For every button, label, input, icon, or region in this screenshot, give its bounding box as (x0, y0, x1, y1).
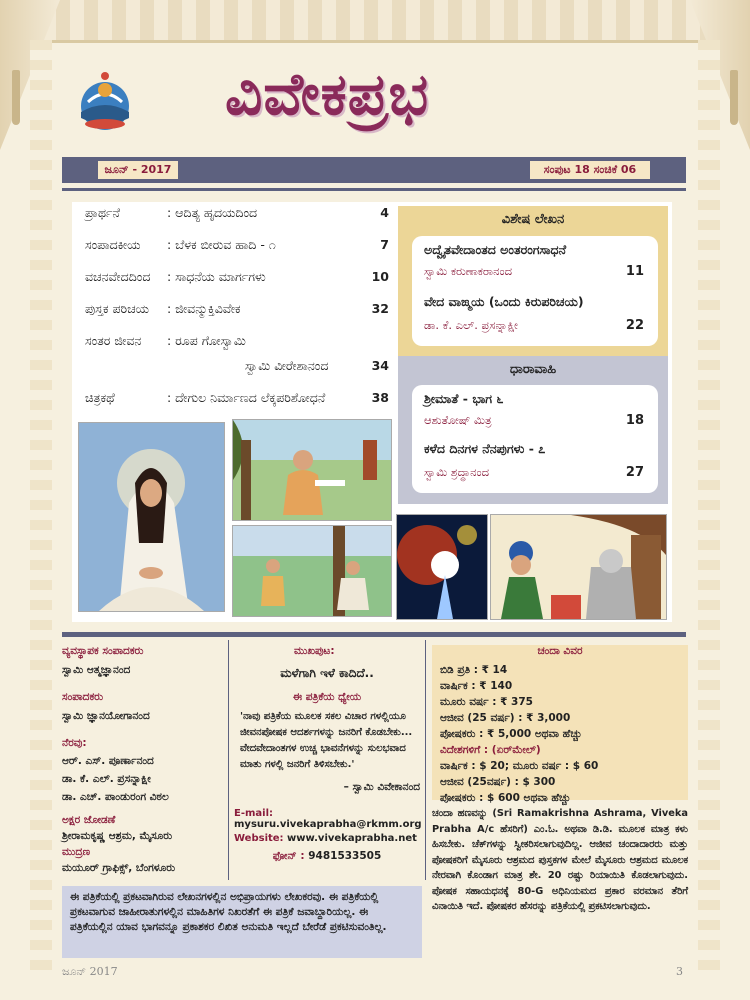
article-author: ಡಾ. ಕೆ. ಎಲ್. ಪ್ರಸನ್ನಾಕ್ಷೀ (424, 318, 518, 332)
tassel-right (730, 70, 738, 125)
band-underline (62, 188, 686, 191)
toc-row[interactable] (75, 358, 395, 381)
tassel-left (12, 70, 20, 125)
toc-row[interactable] (75, 205, 395, 228)
article-page: 18 (625, 413, 644, 428)
toc-row[interactable] (75, 333, 395, 356)
toc-category: ಚಿತ್ರಕಥೆ (85, 390, 115, 405)
toc-page: 34 (371, 358, 389, 373)
article-title[interactable]: ಅದ್ವೈತವೇದಾಂತದ ಅಂತರಂಗಸಾಧನೆ (424, 242, 567, 257)
toc-author: ಸ್ವಾಮಿ ವೀರೇಶಾನಂದ (245, 358, 329, 373)
email-link[interactable]: mysuru.vivekaprabha@rkmm.org (234, 819, 422, 830)
print-value: ಮಯೂರ್ ಗ್ರಾಫಿಕ್ಸ್, ಬೆಂಗಳೂರು (62, 862, 176, 874)
editor-name: ಸ್ವಾಮಿ ಜ್ಞಾನಯೋಗಾನಂದ (62, 710, 150, 722)
cover-label: ಮುಖಪುಟ: (294, 645, 335, 657)
saint-writing-illustration (232, 419, 392, 521)
column-rule (425, 640, 426, 880)
article-author: ಸ್ವಾಮಿ ಶ್ರದ್ಧಾನಂದ (424, 465, 489, 479)
table-of-contents (75, 205, 395, 445)
toc-category: ಸಂತರ ಜೀವನ (85, 333, 142, 348)
subscription-line: ಪೋಷಕರು : ₹ 5,000 ಅಥವಾ ಹೆಚ್ಚು (440, 728, 582, 740)
toc-page: 7 (380, 237, 389, 252)
goal-label: ಈ ಪತ್ರಿಕೆಯ ಧ್ಯೇಯ (292, 691, 362, 703)
toc-row[interactable] (75, 301, 395, 324)
toc-title: : ಆದಿತ್ಯ ಹೃದಯದಿಂದ (167, 205, 258, 220)
page-number: 3 (676, 965, 683, 978)
footer-month: ಜೂನ್ 2017 (62, 965, 118, 978)
toc-category: ಪುಸ್ತಕ ಪರಿಚಯ (85, 301, 150, 316)
article-page: 27 (625, 465, 644, 480)
phone-label: ಫೋನ್ : (272, 850, 305, 862)
serial-heading: ಧಾರಾವಾಹಿ (509, 362, 557, 377)
phone-number[interactable]: 9481533505 (308, 850, 382, 862)
toc-page: 10 (371, 269, 389, 284)
subscription-line: ಆಜೀವ (25ವರ್ಷ) : $ 300 (440, 776, 556, 788)
left-side-pattern (30, 40, 52, 980)
toc-title: : ದೇಗುಲ ನಿರ್ಮಾಣದ ಲೆಕ್ಕಪರಿಶೋಧನೆ (167, 390, 326, 405)
special-card (412, 236, 658, 346)
help-label: ನೆರವು: (62, 737, 87, 749)
article-title[interactable]: ವೇದ ವಾಙ್ಮಯ (ಒಂದು ಕಿರುಪರಿಚಯ) (424, 294, 584, 309)
right-side-pattern (698, 40, 720, 980)
article-author: ಆಶುತೋಷ್ ಮಿತ್ರ (424, 413, 492, 427)
toc-page: 32 (371, 301, 389, 316)
top-border-decoration (0, 0, 750, 43)
goal-quote: 'ನಾವು ಪತ್ರಿಕೆಯ ಮೂಲಕ ಸಕಲ ವಿಚಾರ ಗಳಲ್ಲಿಯೂ ಜೀವನಪೋಷಕ ಆದರ್ಶಗಳನ್ನು ಜನರಿಗೆ ಕೊಡಬೇಕು... ವೇದವೇದಾಂತಗಳ ಉಚ್ಚ ಭಾವನೆಗಳನ್ನು ಸುಲಭವಾದ ಮಾತು ಗಳಲ್ಲಿ ಜನರಿಗೆ ತಿಳಿಸಬೇಕು.' (240, 711, 413, 770)
section-divider (62, 632, 686, 637)
website-link[interactable]: www.vivekaprabha.net (287, 833, 417, 844)
website-label: Website: (234, 833, 284, 844)
issue-date: ಜೂನ್ - 2017 (98, 161, 178, 179)
editor-label: ಸಂಪಾದಕರು (62, 691, 104, 703)
helper-name: ಡಾ. ಕೆ. ಎಲ್. ಪ್ರಸನ್ನಾಕ್ಷೀ (62, 773, 151, 785)
disclaimer-notice: ಈ ಪತ್ರಿಕೆಯಲ್ಲಿ ಪ್ರಕಟವಾಗಿರುವ ಲೇಖನಗಳಲ್ಲಿನ ಅಭಿಪ್ರಾಯಗಳು ಲೇಖಕರವು. ಈ ಪತ್ರಿಕೆಯಲ್ಲಿ ಪ್ರಕಟವಾಗುವ ಜಾಹೀರಾತುಗಳಲ್ಲಿನ ಮಾಹಿತಿಗಳ ನಿಖರತೆಗೆ ಈ ಪತ್ರಿಕೆ ಜವಾಬ್ದಾರಿಯಲ್ಲ. ಈ ಪತ್ರಿಕೆಯಲ್ಲಿನ ಯಾವ ಭಾಗವನ್ನೂ ಪ್ರಕಾಶಕರ ಲಿಖಿತ ಅನುಮತಿ ಇಲ್ಲದೆ ಬೇರೆಡೆ ಪ್ರಕಟಿಸುವಂತಿಲ್ಲ. (62, 886, 422, 958)
serial-card (412, 385, 658, 493)
toc-page: 38 (371, 390, 389, 405)
subscription-line: ವಾರ್ಷಿಕ : ₹ 140 (440, 680, 513, 692)
masthead-title: ವಿವೇಕಪ್ರಭ (225, 60, 430, 128)
email-label: E-mail: (234, 808, 274, 819)
temple-ganesha-illustration (490, 514, 667, 620)
managing-editor-name: ಸ್ವಾಮಿ ಆತ್ಮಜ್ಞಾನಂದ (62, 664, 131, 676)
article-page: 11 (625, 264, 644, 279)
column-rule (228, 640, 229, 880)
subscription-line: ವಾರ್ಷಿಕ : $ 20; ಮೂರು ವರ್ಷ : $ 60 (440, 760, 599, 772)
subscription-line: ಮೂರು ವರ್ಷ : ₹ 375 (440, 696, 533, 708)
toc-row[interactable] (75, 390, 395, 413)
managing-editor-label: ವ್ಯವಸ್ಥಾಪಕ ಸಂಪಾದಕರು (62, 645, 144, 657)
typeset-label: ಅಕ್ಷರ ಜೋಡಣೆ (62, 814, 116, 826)
cosmic-light-illustration (396, 514, 488, 620)
article-page: 22 (625, 318, 644, 333)
email-row (234, 808, 420, 830)
article-title[interactable]: ಕಳೆದ ದಿನಗಳ ನೆನಪುಗಳು - ೭ (424, 441, 546, 456)
typeset-value: ಶ್ರೀರಾಮಕೃಷ್ಣ ಆಶ್ರಮ, ಮೈಸೂರು (62, 830, 173, 842)
toc-category: ಪ್ರಾರ್ಥನೆ (85, 205, 120, 220)
toc-category: ವಚನವೇದದಿಂದ (85, 269, 151, 284)
subscription-note: ಚಂದಾ ಹಣವನ್ನು (Sri Ramakrishna Ashrama, Viveka Prabha A/c ಹೆಸರಿಗೆ) ಎಂ.ಓ. ಅಥವಾ ಡಿ.ಡಿ. ಮೂಲಕ ಮಾತ್ರ ಕಳು ಹಿಸಬೇಕು. ಚೆಕ್‌ಗಳನ್ನು ಸ್ವೀಕರಿಸಲಾಗುವುದಿಲ್ಲ. ಆಜೀವ ಚಂದಾದಾರರು ಮತ್ತು ಪೋಷಕರಿಗೆ ಮೈಸೂರು ಆಶ್ರಮದ ಪುಸ್ತಕಗಳ ಮೇಲೆ ಮೈಸೂರು ಆಶ್ರಮದ ಮೂಲಕ ನೇರವಾಗಿ ಕೊಂಡಾಗ ಮಾತ್ರ ಶೇ. 20 ರಷ್ಟು ರಿಯಾಯಿತಿ ಕೊಡಲಾಗುವುದು. ಪೋಷಕ ಸಹಾಯಧನಕ್ಕೆ 80-G ಅಧಿನಿಯಮದ ಪ್ರಕಾರ ವರಮಾನ ತೆರಿಗೆ ವಿನಾಯಿತಿ ಇದೆ. ಪೋಷಕರ ಹೆಸರನ್ನು ಪತ್ರಿಕೆಯಲ್ಲಿ ಪ್ರಕಟಿಸಲಾಗುವುದು. (432, 808, 688, 912)
phone-row (234, 850, 420, 863)
toc-category: ಸಂಪಾದಕೀಯ (85, 237, 141, 252)
cover-column (234, 645, 420, 863)
toc-row[interactable] (75, 269, 395, 292)
holy-mother-portrait (78, 422, 225, 612)
ramakrishna-mission-logo (70, 68, 140, 138)
article-author: ಸ್ವಾಮಿ ಕರುಣಾಕರಾನಂದ (424, 264, 512, 278)
toc-title: : ಸಾಧನೆಯ ಮಾರ್ಗಗಳು (167, 269, 266, 284)
cover-caption: ಮಳೆಗಾಗಿ ಇಳೆ ಕಾದಿದೆ.. (280, 666, 374, 680)
website-row (234, 833, 420, 844)
subscription-column (440, 645, 680, 805)
toc-row[interactable] (75, 237, 395, 260)
toc-title: : ರೂಪ ಗೋಸ್ವಾಮಿ (167, 333, 246, 348)
subscription-heading: ಚಂದಾ ವಿವರ (537, 645, 583, 657)
toc-page: 4 (380, 205, 389, 220)
subscription-line: ವಿದೇಶಗಳಿಗೆ : (ಏರ್‌ಮೇಲ್) (440, 744, 541, 756)
helper-name: ಆರ್. ಎಸ್. ಪೂರ್ಣಾನಂದ (62, 755, 154, 767)
article-title[interactable]: ಶ್ರೀಮಾತೆ - ಭಾಗ ೬ (424, 391, 504, 406)
disciples-illustration (232, 525, 392, 617)
helper-name: ಡಾ. ಎಚ್. ಪಾಂಡುರಂಗ ವಿಠಲ (62, 791, 169, 803)
subscription-line: ಬಿಡಿ ಪ್ರತಿ : ₹ 14 (440, 664, 508, 676)
print-label: ಮುದ್ರಣ (62, 846, 91, 858)
subscription-line: ಪೋಷಕರು : $ 600 ಅಥವಾ ಹೆಚ್ಚು (440, 792, 571, 804)
issue-volume: ಸಂಪುಟ 18 ಸಂಚಿಕೆ 06 (530, 161, 650, 179)
subscription-line: ಆಜೀವ (25 ವರ್ಷ) : ₹ 3,000 (440, 712, 571, 724)
staff-column (62, 645, 222, 875)
goal-author: – ಸ್ವಾಮಿ ವಿವೇಕಾನಂದ (343, 781, 420, 793)
toc-title: : ಬೆಳಕ ಬೀರುವ ಹಾದಿ - ೧ (167, 237, 276, 252)
special-heading: ವಿಶೇಷ ಲೇಖನ (501, 212, 565, 227)
toc-title: : ಜೀವನ್ಮುಕ್ತಿವಿವೇಕ (167, 301, 241, 316)
